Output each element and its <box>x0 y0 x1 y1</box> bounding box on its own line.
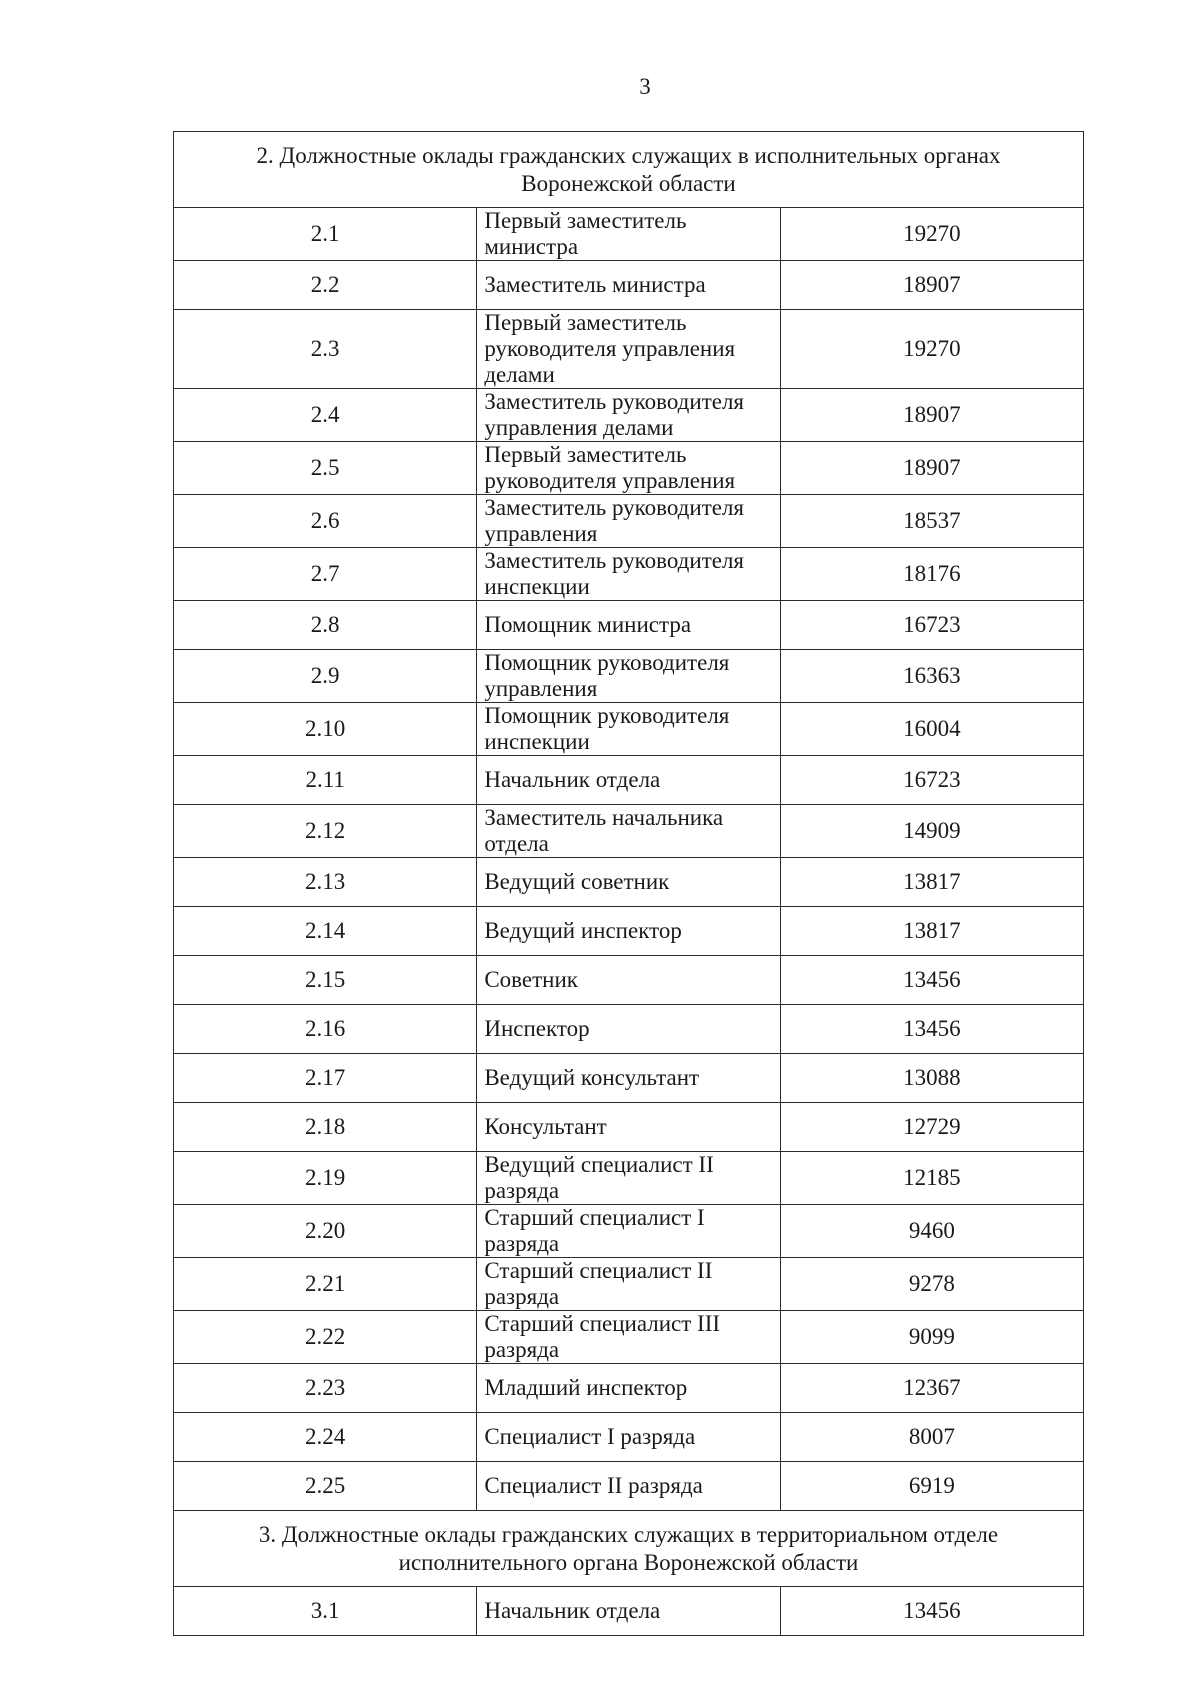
salary-amount: 14909 <box>780 805 1083 858</box>
row-number: 2.6 <box>174 495 477 548</box>
row-number: 2.14 <box>174 907 477 956</box>
table-row <box>174 1258 1084 1311</box>
position-title: Помощник руководителя управления <box>477 650 780 703</box>
position-title: Старший специалист II разряда <box>477 1258 780 1311</box>
position-title: Заместитель руководителя управления <box>477 495 780 548</box>
table-row <box>174 805 1084 858</box>
page-number: 3 <box>639 74 651 99</box>
position-title: Советник <box>477 956 780 1005</box>
row-number: 3.1 <box>174 1587 477 1636</box>
salary-amount: 6919 <box>780 1462 1083 1511</box>
salary-amount: 16723 <box>780 601 1083 650</box>
salary-table-body <box>174 132 1084 1636</box>
salary-amount: 19270 <box>780 310 1083 389</box>
position-title: Специалист I разряда <box>477 1413 780 1462</box>
table-row <box>174 1005 1084 1054</box>
table-row <box>174 1205 1084 1258</box>
salary-amount: 19270 <box>780 208 1083 261</box>
row-number: 2.24 <box>174 1413 477 1462</box>
table-row <box>174 907 1084 956</box>
position-title: Специалист II разряда <box>477 1462 780 1511</box>
table-row <box>174 1364 1084 1413</box>
salary-amount: 13817 <box>780 907 1083 956</box>
section-title: 2. Должностные оклады гражданских служащих в исполнительных органах Воронежской области <box>174 132 1084 208</box>
row-number: 2.1 <box>174 208 477 261</box>
table-row <box>174 1311 1084 1364</box>
table-row <box>174 310 1084 389</box>
table-row <box>174 548 1084 601</box>
position-title: Помощник министра <box>477 601 780 650</box>
position-title: Заместитель руководителя инспекции <box>477 548 780 601</box>
row-number: 2.20 <box>174 1205 477 1258</box>
row-number: 2.13 <box>174 858 477 907</box>
table-row <box>174 956 1084 1005</box>
salary-amount: 16363 <box>780 650 1083 703</box>
salary-amount: 18907 <box>780 442 1083 495</box>
row-number: 2.15 <box>174 956 477 1005</box>
section-header-row <box>174 1511 1084 1587</box>
salary-amount: 12729 <box>780 1103 1083 1152</box>
salary-amount: 13456 <box>780 1005 1083 1054</box>
row-number: 2.25 <box>174 1462 477 1511</box>
position-title: Заместитель начальника отдела <box>477 805 780 858</box>
position-title: Первый заместитель руководителя управления делами <box>477 310 780 389</box>
salary-amount: 13088 <box>780 1054 1083 1103</box>
position-title: Старший специалист I разряда <box>477 1205 780 1258</box>
salary-amount: 16004 <box>780 703 1083 756</box>
row-number: 2.9 <box>174 650 477 703</box>
row-number: 2.5 <box>174 442 477 495</box>
table-row <box>174 442 1084 495</box>
position-title: Младший инспектор <box>477 1364 780 1413</box>
salary-amount: 12185 <box>780 1152 1083 1205</box>
salary-amount: 8007 <box>780 1413 1083 1462</box>
row-number: 2.12 <box>174 805 477 858</box>
salary-amount: 13817 <box>780 858 1083 907</box>
table-row <box>174 756 1084 805</box>
table-row <box>174 389 1084 442</box>
position-title: Первый заместитель министра <box>477 208 780 261</box>
table-row <box>174 1462 1084 1511</box>
position-title: Инспектор <box>477 1005 780 1054</box>
row-number: 2.22 <box>174 1311 477 1364</box>
row-number: 2.17 <box>174 1054 477 1103</box>
position-title: Первый заместитель руководителя управления <box>477 442 780 495</box>
section-header-row <box>174 132 1084 208</box>
table-row <box>174 703 1084 756</box>
position-title: Ведущий инспектор <box>477 907 780 956</box>
table-row <box>174 1103 1084 1152</box>
position-title: Заместитель министра <box>477 261 780 310</box>
position-title: Помощник руководителя инспекции <box>477 703 780 756</box>
position-title: Ведущий советник <box>477 858 780 907</box>
position-title: Начальник отдела <box>477 756 780 805</box>
row-number: 2.21 <box>174 1258 477 1311</box>
section-title: 3. Должностные оклады гражданских служащих в территориальном отделе исполнительного органа Воронежской области <box>174 1511 1084 1587</box>
salary-amount: 16723 <box>780 756 1083 805</box>
salary-amount: 18907 <box>780 389 1083 442</box>
position-title: Консультант <box>477 1103 780 1152</box>
row-number: 2.8 <box>174 601 477 650</box>
salary-amount: 9099 <box>780 1311 1083 1364</box>
row-number: 2.18 <box>174 1103 477 1152</box>
position-title: Ведущий специалист II разряда <box>477 1152 780 1205</box>
table-row <box>174 261 1084 310</box>
row-number: 2.4 <box>174 389 477 442</box>
row-number: 2.7 <box>174 548 477 601</box>
table-row <box>174 858 1084 907</box>
salary-amount: 9460 <box>780 1205 1083 1258</box>
salary-amount: 13456 <box>780 1587 1083 1636</box>
table-row <box>174 1152 1084 1205</box>
position-title: Начальник отдела <box>477 1587 780 1636</box>
table-row <box>174 495 1084 548</box>
row-number: 2.10 <box>174 703 477 756</box>
salary-amount: 18907 <box>780 261 1083 310</box>
row-number: 2.3 <box>174 310 477 389</box>
salary-amount: 9278 <box>780 1258 1083 1311</box>
row-number: 2.2 <box>174 261 477 310</box>
salary-table <box>173 131 1084 1636</box>
table-row <box>174 1587 1084 1636</box>
row-number: 2.23 <box>174 1364 477 1413</box>
salary-amount: 13456 <box>780 956 1083 1005</box>
row-number: 2.16 <box>174 1005 477 1054</box>
salary-amount: 18176 <box>780 548 1083 601</box>
position-title: Ведущий консультант <box>477 1054 780 1103</box>
salary-amount: 18537 <box>780 495 1083 548</box>
table-row <box>174 650 1084 703</box>
table-row <box>174 208 1084 261</box>
row-number: 2.11 <box>174 756 477 805</box>
row-number: 2.19 <box>174 1152 477 1205</box>
table-row <box>174 601 1084 650</box>
position-title: Заместитель руководителя управления делами <box>477 389 780 442</box>
position-title: Старший специалист III разряда <box>477 1311 780 1364</box>
table-row <box>174 1054 1084 1103</box>
table-row <box>174 1413 1084 1462</box>
salary-amount: 12367 <box>780 1364 1083 1413</box>
